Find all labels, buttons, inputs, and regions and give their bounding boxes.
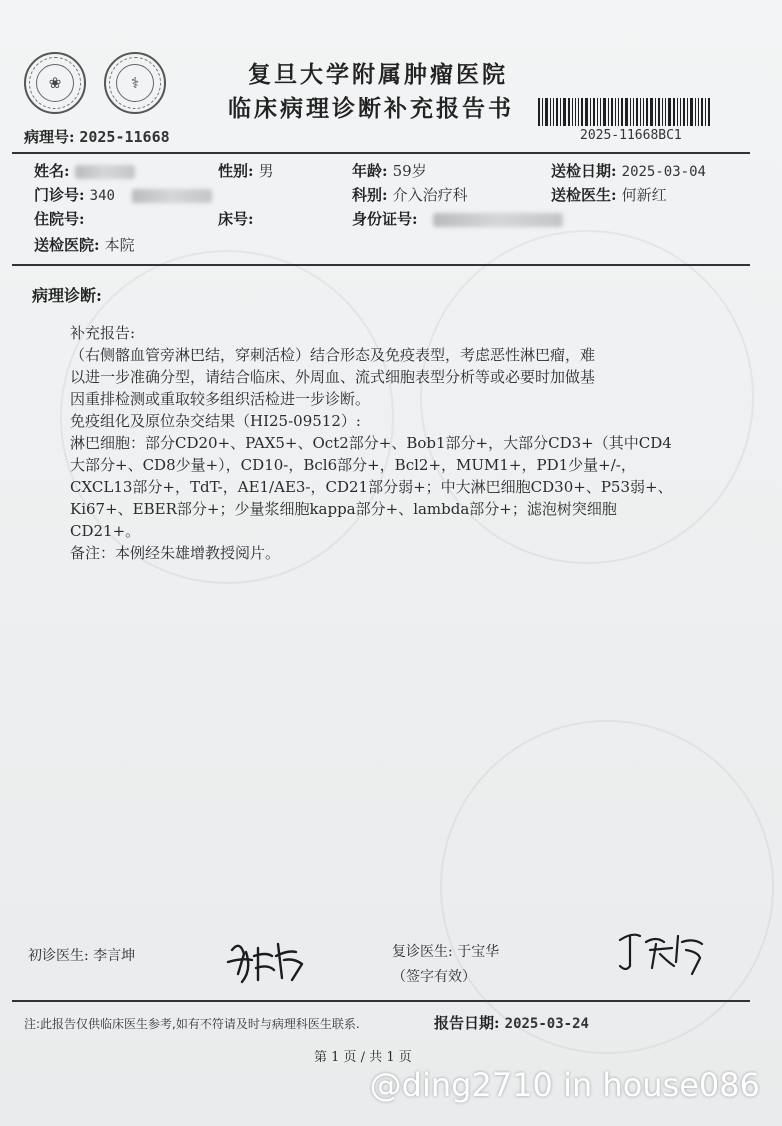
divider: [12, 1000, 750, 1002]
initial-doctor-label: 初诊医生:: [28, 948, 89, 964]
hospital-value: 本院: [104, 236, 135, 254]
divider: [12, 152, 750, 154]
barcode-bar: [578, 98, 579, 126]
barcode-bar: [600, 98, 601, 126]
barcode-bar: [538, 98, 540, 126]
barcode-bar: [581, 98, 583, 126]
barcode-bar: [625, 98, 628, 126]
submit-date-label: 送检日期:: [551, 162, 617, 180]
barcode-bar: [556, 98, 558, 126]
clinic-number-label: 门诊号:: [34, 186, 85, 204]
submit-date: [551, 160, 706, 181]
signature-valid-note: （签字有效）: [392, 969, 476, 985]
report-date-label: 报告日期:: [434, 1014, 500, 1032]
initial-doctor-name: 李言坤: [93, 948, 136, 964]
diagnosis-line: （右侧髂血管旁淋巴结，穿刺活检）结合形态及免疫表型，考虑恶性淋巴瘤，难: [70, 346, 596, 364]
diagnosis-line: CD21+。: [70, 522, 141, 540]
diagnosis-line: 补充报告:: [70, 324, 136, 342]
barcode-bar: [560, 98, 561, 126]
barcode-bar: [658, 98, 660, 126]
department: [352, 184, 468, 205]
pathology-number-value: 2025-11668: [79, 128, 170, 146]
barcode-bar: [655, 98, 656, 126]
barcode-bar: [568, 98, 570, 126]
barcode-bar: [650, 98, 653, 126]
id-label: 身份证号:: [352, 210, 418, 228]
barcode-bar: [615, 98, 616, 126]
barcode-bar: [680, 98, 681, 126]
diagnosis-heading: 病理诊断:: [32, 286, 102, 305]
barcode-bar: [701, 98, 703, 126]
barcode-text: 2025-11668BC1: [580, 128, 682, 143]
barcode-bar: [665, 98, 666, 126]
doctor-label: 送检医生:: [551, 186, 617, 204]
barcode-bar: [673, 98, 675, 126]
diagnosis-body: [70, 322, 710, 564]
department-label: 科别:: [352, 186, 388, 204]
submitting-hospital: [34, 234, 135, 255]
barcode-bar: [590, 98, 591, 126]
age-label: 年龄:: [352, 162, 388, 180]
inpatient-number: [34, 208, 85, 229]
age: [352, 160, 427, 181]
bed-label: 床号:: [218, 210, 254, 228]
redacted-clinic-number: [132, 189, 212, 203]
report-title: 临床病理诊断补充报告书: [228, 95, 514, 122]
barcode-bar: [563, 98, 566, 126]
barcode-bar: [695, 98, 696, 126]
redacted-name: [75, 165, 135, 179]
clinic-number: [34, 184, 212, 205]
diagnosis-line: 免疫组化及原位杂交结果（HI25-09512）:: [70, 412, 361, 430]
barcode-bar: [553, 98, 554, 126]
barcode-bar: [621, 98, 623, 126]
barcode-bar: [640, 98, 641, 126]
barcode-bar: [643, 98, 644, 126]
barcode-bar: [677, 98, 678, 126]
barcode-bar: [705, 98, 706, 126]
barcode-bar: [597, 98, 598, 126]
barcode-bar: [611, 98, 613, 126]
pathology-number: [24, 126, 170, 147]
barcode-bar: [687, 98, 688, 126]
gender: [218, 160, 274, 181]
barcode-bar: [636, 98, 638, 126]
review-doctor-name: 于宝华: [457, 944, 500, 960]
bed-number: [218, 208, 254, 229]
diagnosis-line: 因重排检测或重取较多组织活检进一步诊断。: [70, 390, 371, 408]
watermark: @ding2710 in house086: [369, 1066, 760, 1104]
barcode-bar: [550, 98, 551, 126]
diagnosis-line: 备注：本例经朱雄增教授阅片。: [70, 544, 281, 562]
barcode-bar: [668, 98, 671, 126]
report-date: [434, 1012, 589, 1033]
inpatient-label: 住院号:: [34, 210, 85, 228]
initial-doctor-signature: [222, 930, 312, 988]
clinic-number-value: 340: [89, 188, 115, 204]
review-doctor-label: 复诊医生:: [392, 944, 453, 960]
background-seal: [440, 720, 774, 1054]
divider: [12, 264, 750, 266]
barcode-bar: [608, 98, 609, 126]
submitting-doctor: [551, 184, 667, 205]
page-info: 第 1 页 / 共 1 页: [314, 1050, 412, 1065]
diagnosis-line: 以进一步准确分型，请结合临床、外周血、流式细胞表型分析等或必要时加做基: [70, 368, 596, 386]
barcode-bar: [683, 98, 685, 126]
footer-note: 注:此报告仅供临床医生参考,如有不符请及时与病理科医生联系.: [24, 1017, 360, 1031]
barcode-bar: [545, 98, 548, 126]
report-date-value: 2025-03-24: [504, 1016, 589, 1032]
barcode-bar: [690, 98, 693, 126]
age-value: 59岁: [392, 162, 427, 180]
patient-name: [34, 160, 135, 181]
diagnosis-line: 大部分+、CD8少量+），CD10-，Bcl6部分+，Bcl2+，MUM1+，PD1少量+/-，: [70, 456, 636, 474]
barcode-bar: [646, 98, 648, 126]
department-value: 介入治疗科: [392, 186, 468, 204]
barcode-bar: [572, 98, 573, 126]
barcode-bar: [575, 98, 576, 126]
barcode-bar: [630, 98, 631, 126]
gender-label: 性别:: [218, 162, 254, 180]
hospital-logo-icon: ⚕: [104, 52, 166, 114]
barcode-bar: [662, 98, 663, 126]
id-number: [352, 208, 563, 229]
hospital-name: 复旦大学附属肿瘤医院: [248, 61, 508, 88]
doctor-value: 何新红: [621, 186, 667, 204]
review-doctor: [392, 941, 499, 961]
university-logo-icon: ❀: [24, 52, 86, 114]
submit-date-value: 2025-03-04: [621, 164, 706, 180]
gender-value: 男: [258, 162, 274, 180]
hospital-label: 送检医院:: [34, 236, 100, 254]
pathology-number-label: 病理号:: [24, 128, 75, 146]
barcode-bar: [542, 98, 543, 126]
diagnosis-line: CXCL13部分+，TdT-，AE1/AE3-，CD21部分弱+；中大淋巴细胞CD30+、P53弱+、: [70, 478, 673, 496]
barcode-bar: [633, 98, 634, 126]
name-label: 姓名:: [34, 162, 70, 180]
diagnosis-line: Ki67+、EBER部分+；少量浆细胞kappa部分+、lambda部分+；滤泡树突细胞: [70, 500, 617, 518]
barcode-bar: [708, 98, 710, 126]
barcode-bar: [698, 98, 699, 126]
barcode-bar: [593, 98, 595, 126]
barcode: [538, 98, 743, 126]
barcode-bar: [603, 98, 606, 126]
diagnosis-line: 淋巴细胞：部分CD20+、PAX5+、Oct2部分+、Bob1部分+，大部分CD3+（其中CD4: [70, 434, 672, 452]
barcode-bar: [618, 98, 619, 126]
review-doctor-signature: [612, 922, 708, 982]
redacted-id-number: [433, 213, 563, 227]
initial-doctor: [28, 945, 135, 965]
barcode-bar: [585, 98, 588, 126]
